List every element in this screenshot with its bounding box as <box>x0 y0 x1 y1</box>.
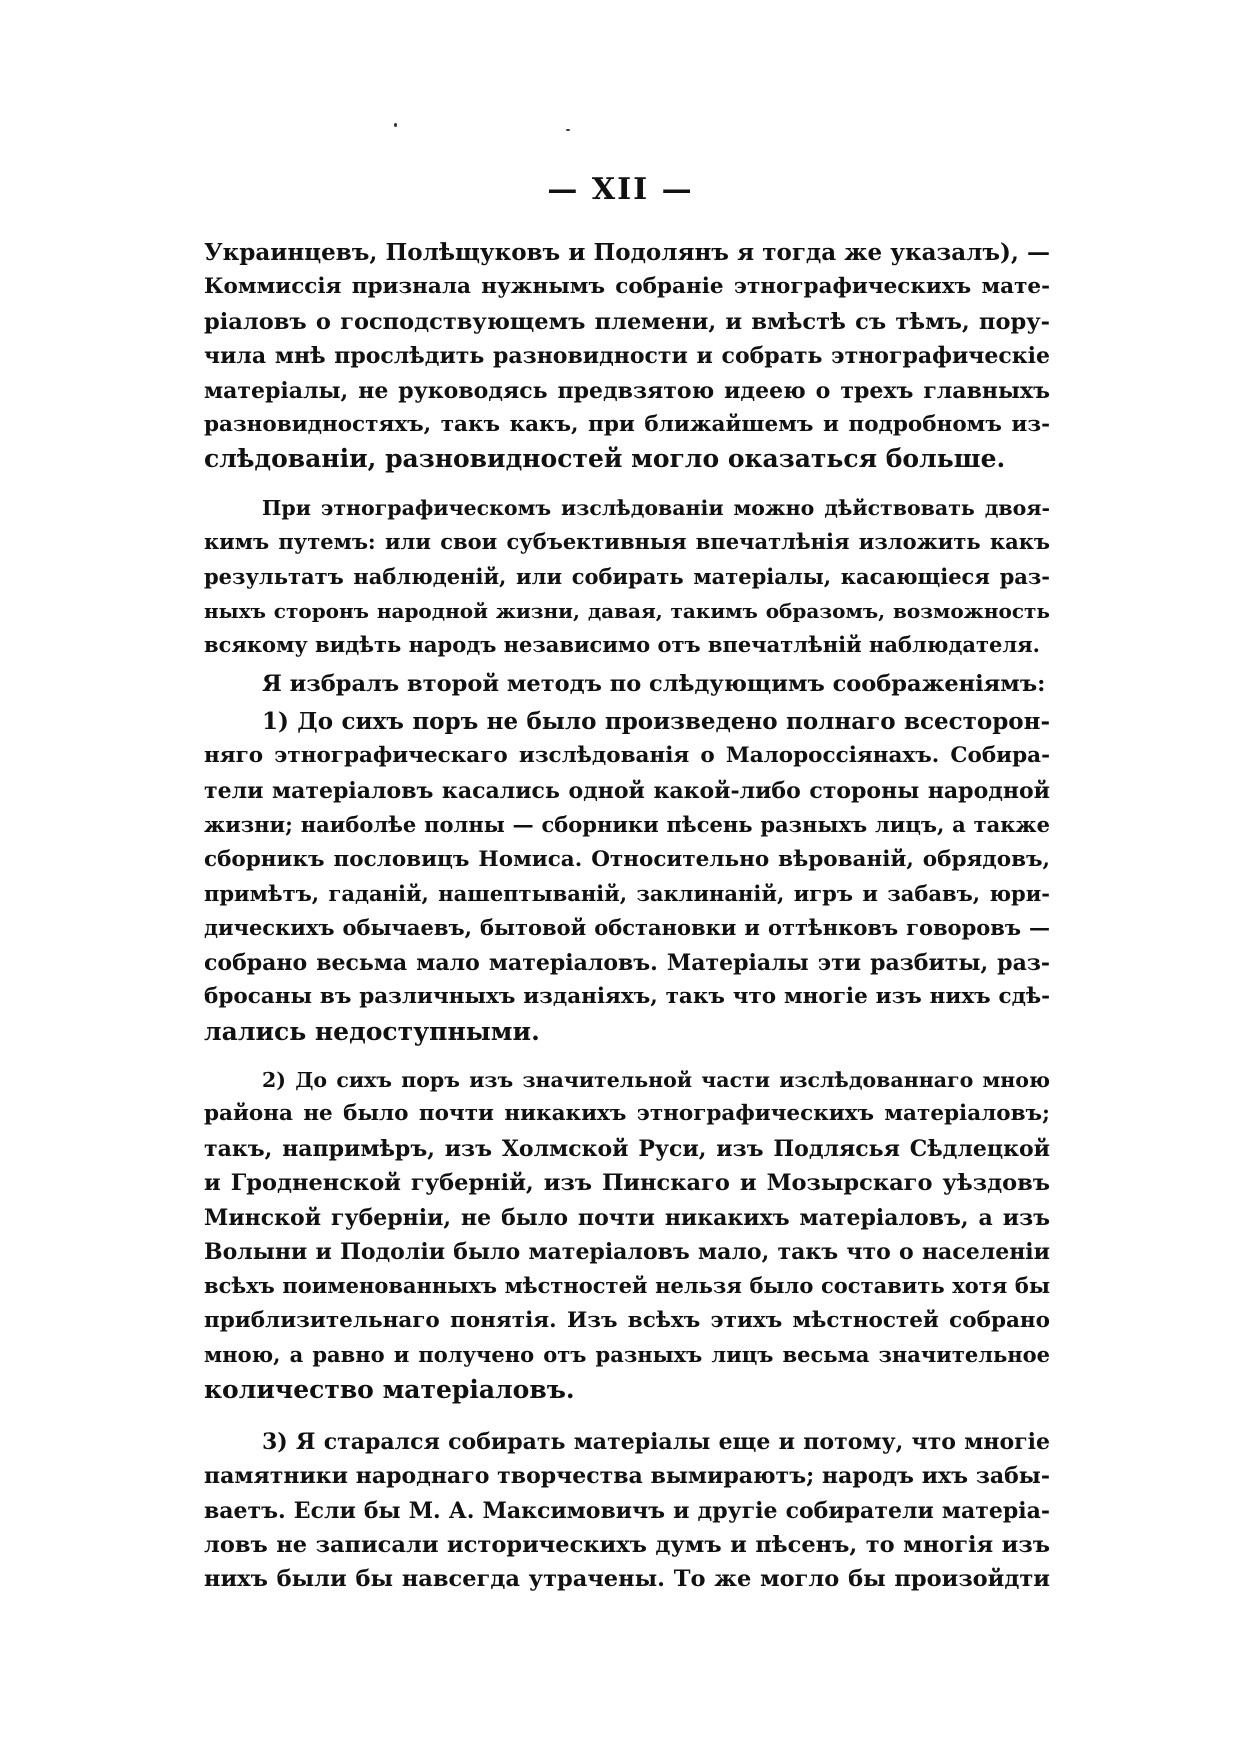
text-line: 3) Я старался собирать матеріалы еще и потому, что многіе <box>262 1428 1050 1455</box>
text-line: Минской губерніи, не было почти никакихъ матеріаловъ, а изъ <box>204 1204 1050 1231</box>
text-line: результатъ наблюденій, или собирать матеріалы, касающіеся раз- <box>204 563 1050 589</box>
paragraph <box>204 236 1050 477</box>
text-line: памятники народнаго творчества вымираютъ; народъ ихъ забы- <box>204 1463 1050 1490</box>
text-line: собрано весьма мало матеріаловъ. Матеріалы эти разбиты, раз- <box>204 949 1050 976</box>
text-line: кимъ путемъ: или свои субъективныя впечатлѣнія изложить какъ <box>204 529 1050 555</box>
text-line: Я избралъ второй методъ по слѣдующимъ соображеніямъ: <box>262 670 1046 697</box>
text-line: сборникъ пословицъ Номиса. Относительно вѣрованій, обрядовъ, <box>204 846 1050 872</box>
text-line: 2) До сихъ поръ изъ значительной части изслѣдованнаго мною <box>262 1067 1050 1092</box>
text-line: Украинцевъ, Полѣщуковъ и Подолянъ я тогда же указалъ), — <box>204 239 1050 266</box>
text-line: няго этнографическаго изслѣдованія о Малороссіянахъ. Собира- <box>204 743 1050 769</box>
text-line: Коммиссія признала нужнымъ собраніе этнографическихъ мате- <box>204 274 1050 300</box>
text-line: лались недоступными. <box>204 1016 540 1046</box>
text-line: ваетъ. Если бы М. А. Максимовичъ и другіе собиратели матеріа- <box>204 1497 1050 1524</box>
paragraph <box>204 1425 1050 1597</box>
text-line: количество матеріаловъ. <box>204 1374 575 1404</box>
text-line: чила мнѣ прослѣдить разновидности и собрать этнографическіе <box>204 343 1050 370</box>
print-speck <box>394 123 397 127</box>
text-line: бросаны въ различныхъ изданіяхъ, такъ что многіе изъ нихъ сдѣ- <box>204 984 1050 1010</box>
text-line: и Гродненской губерній, изъ Пинскаго и Мозырскаго уѣздовъ <box>204 1170 1050 1197</box>
paragraph <box>204 667 1050 701</box>
text-line: 1) До сихъ поръ не было произведено полнаго всесторон- <box>262 708 1050 736</box>
text-line: ныхъ сторонъ народной жизни, давая, такимъ образомъ, возможность <box>204 598 1050 623</box>
text-line: тели матеріаловъ касались одной какой-либо стороны народной <box>204 777 1050 804</box>
text-line: слѣдованіи, разновидностей могло оказаться больше. <box>204 444 1006 474</box>
print-speck <box>566 129 570 131</box>
paragraph <box>204 1063 1050 1407</box>
text-line: При этнографическомъ изслѣдованіи можно дѣйствовать двоя- <box>262 495 1050 520</box>
text-line: примѣтъ, гаданій, нашептываній, заклинаній, игръ и забавъ, юри- <box>204 881 1050 907</box>
text-line: нихъ были бы навсегда утрачены. То же могло бы произойдти <box>204 1566 1050 1593</box>
text-line: всякому видѣть народъ независимо отъ впечатлѣній наблюдателя. <box>204 632 1040 658</box>
body-text <box>204 236 1050 1597</box>
text-line: района не было почти никакихъ этнографическихъ матеріаловъ; <box>204 1101 1050 1127</box>
text-line: приблизительнаго понятія. Изъ всѣхъ этихъ мѣстностей собрано <box>204 1307 1050 1333</box>
paragraph <box>204 705 1050 1049</box>
text-line: ріаловъ о господствующемъ племени, и вмѣстѣ съ тѣмъ, пору- <box>204 308 1050 335</box>
text-line: жизни; наиболѣе полны — сборники пѣсень разныхъ лицъ, а также <box>204 812 1050 838</box>
text-line: ловъ не записали историческихъ думъ и пѣсенъ, то многія изъ <box>204 1532 1050 1559</box>
text-line: такъ, напримѣръ, изъ Холмской Руси, изъ Подлясья Сѣдлецкой <box>204 1135 1050 1162</box>
paragraph <box>204 491 1050 663</box>
text-line: мною, а равно и получено отъ разныхъ лицъ весьма значительное <box>204 1342 1050 1368</box>
text-line: дическихъ обычаевъ, бытовой обстановки и оттѣнковъ говоровъ — <box>204 915 1050 941</box>
text-line: разновидностяхъ, такъ какъ, при ближайшемъ и подробномъ из- <box>204 411 1050 437</box>
page-number: — XII — <box>547 172 694 207</box>
text-line: всѣхъ поименованныхъ мѣстностей нельзя было составить хотя бы <box>204 1273 1050 1299</box>
text-line: Волыни и Подоліи было матеріаловъ мало, такъ что о населеніи <box>204 1238 1050 1265</box>
text-line: матеріалы, не руководясь предвзятою идеею о трехъ главныхъ <box>204 377 1050 404</box>
